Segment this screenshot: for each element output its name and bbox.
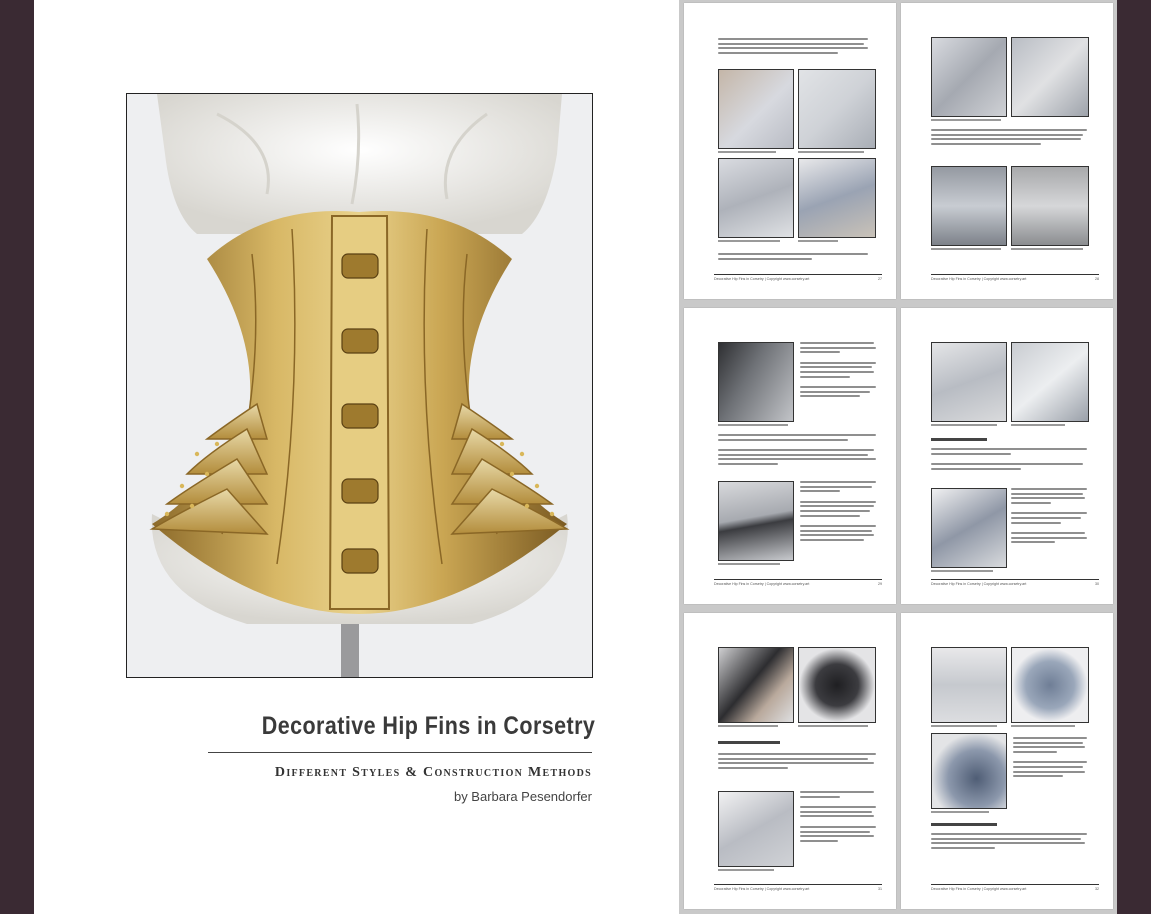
cover-author: by Barbara Pesendorfer (453, 789, 592, 804)
cover-title: Decorative Hip Fins in Corsetry (261, 712, 596, 740)
photo (718, 647, 794, 723)
photo (798, 69, 876, 149)
photo (718, 158, 794, 238)
photo (931, 166, 1007, 246)
page-number: 30 (1095, 582, 1099, 586)
page-number: 27 (878, 277, 882, 281)
cover-page (34, 0, 679, 914)
book-page (901, 613, 1113, 909)
cover-subtitle: Different Styles & Construction Methods (274, 765, 592, 780)
book-page (901, 308, 1113, 604)
cover-photo (126, 93, 593, 678)
page-footer: Decorative Hip Fins in Corsetry | Copyright www.corsetry.art 31 (714, 884, 882, 895)
photo (718, 342, 794, 422)
page-footer: Decorative Hip Fins in Corsetry | Copyright www.corsetry.art 28 (931, 274, 1099, 285)
photo (718, 791, 794, 867)
photo (798, 158, 876, 238)
page-number: 32 (1095, 887, 1099, 891)
photo (1011, 37, 1089, 117)
page-footer: Decorative Hip Fins in Corsetry | Copyright www.corsetry.art 30 (931, 579, 1099, 590)
page-footer: Decorative Hip Fins in Corsetry | Copyright www.corsetry.art 27 (714, 274, 882, 285)
photo (931, 647, 1007, 723)
book-page (901, 3, 1113, 299)
page-footer: Decorative Hip Fins in Corsetry | Copyright www.corsetry.art 29 (714, 579, 882, 590)
photo (1011, 342, 1089, 422)
page-number: 29 (878, 582, 882, 586)
photo (718, 481, 794, 561)
photo (1011, 166, 1089, 246)
page-number: 28 (1095, 277, 1099, 281)
photo (931, 342, 1007, 422)
photo (931, 488, 1007, 568)
photo (718, 69, 794, 149)
page-number: 31 (878, 887, 882, 891)
title-divider (208, 752, 592, 753)
page-spread-grid (679, 0, 1117, 914)
photo (931, 37, 1007, 117)
book-page (684, 613, 896, 909)
book-page (684, 3, 896, 299)
page-footer: Decorative Hip Fins in Corsetry | Copyright www.corsetry.art 32 (931, 884, 1099, 895)
photo (798, 647, 876, 723)
photo (931, 733, 1007, 809)
book-page (684, 308, 896, 604)
corset-illustration-icon (127, 94, 592, 677)
background-strip (1117, 0, 1151, 914)
photo (1011, 647, 1089, 723)
